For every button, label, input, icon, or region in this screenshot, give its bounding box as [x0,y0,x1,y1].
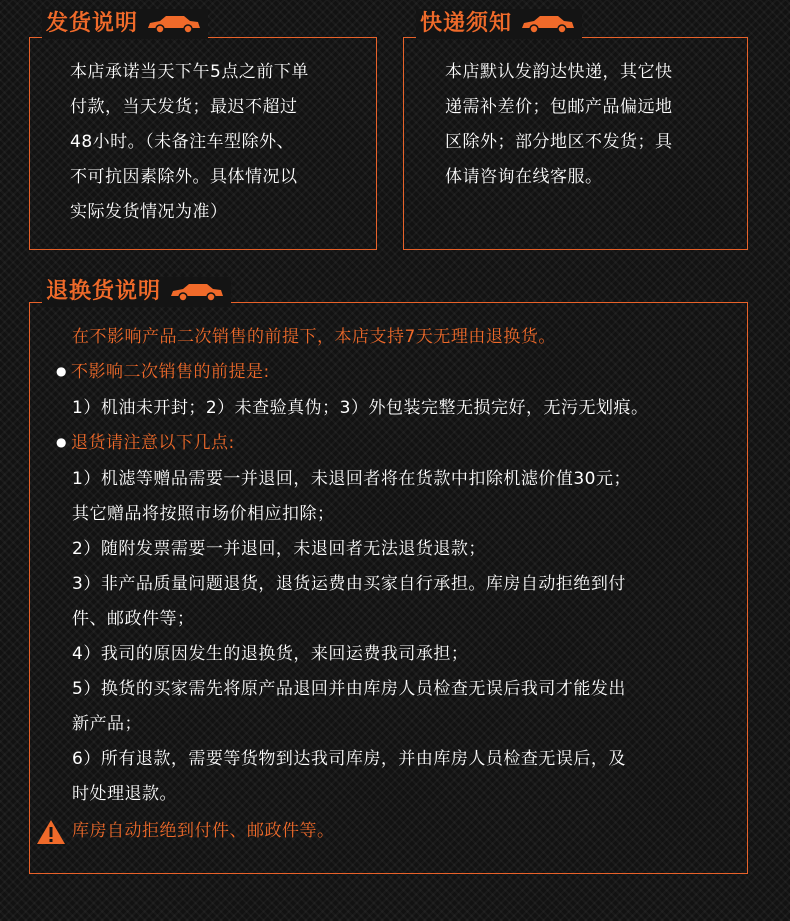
car-icon [520,14,576,34]
premise-line: 1）机油未开封；2）未查验真伪；3）外包装完整无损完好，无污无划痕。 [72,398,649,418]
note-line: 2）随附发票需要一并退回，未退回者无法退货退款； [72,539,486,559]
express-line-4: 体请咨询在线客服。 [445,167,603,187]
notes-list [56,462,648,812]
returns-text [56,320,648,812]
shipping-text [70,55,309,230]
express-text [445,55,673,195]
shipping-line-3: 48小时。（未备注车型除外、 [70,132,295,152]
warning-text: 库房自动拒绝到付件、邮政件等。 [72,821,335,841]
shipping-line-5: 实际发货情况为准） [70,202,228,222]
note-line: 新产品； [72,714,142,734]
car-icon [146,14,202,34]
note-line: 件、邮政件等； [72,609,195,629]
returns-title-text: 退换货说明 [46,279,162,304]
express-line-1: 本店默认发韵达快递，其它快 [445,62,673,82]
note-line: 6）所有退款，需要等货物到达我司库房，并由库房人员检查无误后，及 [72,749,626,769]
note-line: 其它赠品将按照市场价相应扣除； [72,504,335,524]
note-line: 3）非产品质量问题退货，退货运费由买家自行承担。库房自动拒绝到付 [72,574,626,594]
shipping-line-2: 付款，当天发货；最迟不超过 [70,97,298,117]
returns-title [42,277,231,307]
shipping-title-text: 发货说明 [46,11,139,36]
premise-heading: ● 不影响二次销售的前提是: [56,355,648,391]
express-title [416,9,582,39]
note-line: 5）换货的买家需先将原产品退回并由库房人员检查无误后我司才能发出 [72,679,626,699]
express-title-text: 快递须知 [420,11,513,36]
car-icon [169,282,225,302]
express-line-2: 递需补差价；包邮产品偏远地 [445,97,673,117]
warning-row [36,814,335,849]
note-line: 4）我司的原因发生的退换货，来回运费我司承担； [72,644,469,664]
shipping-line-1: 本店承诺当天下午5点之前下单 [70,62,309,82]
express-line-3: 区除外；部分地区不发货；具 [445,132,673,152]
note-line: 时处理退款。 [72,784,177,804]
shipping-title [42,9,208,39]
warning-icon [36,819,66,845]
note-line: 1）机滤等赠品需要一并退回，未退回者将在货款中扣除机滤价值30元； [72,469,631,489]
notes-heading: ● 退货请注意以下几点: [56,426,648,462]
returns-intro: 在不影响产品二次销售的前提下，本店支持7天无理由退换货。 [72,327,556,347]
shipping-line-4: 不可抗因素除外。具体情况以 [70,167,298,187]
